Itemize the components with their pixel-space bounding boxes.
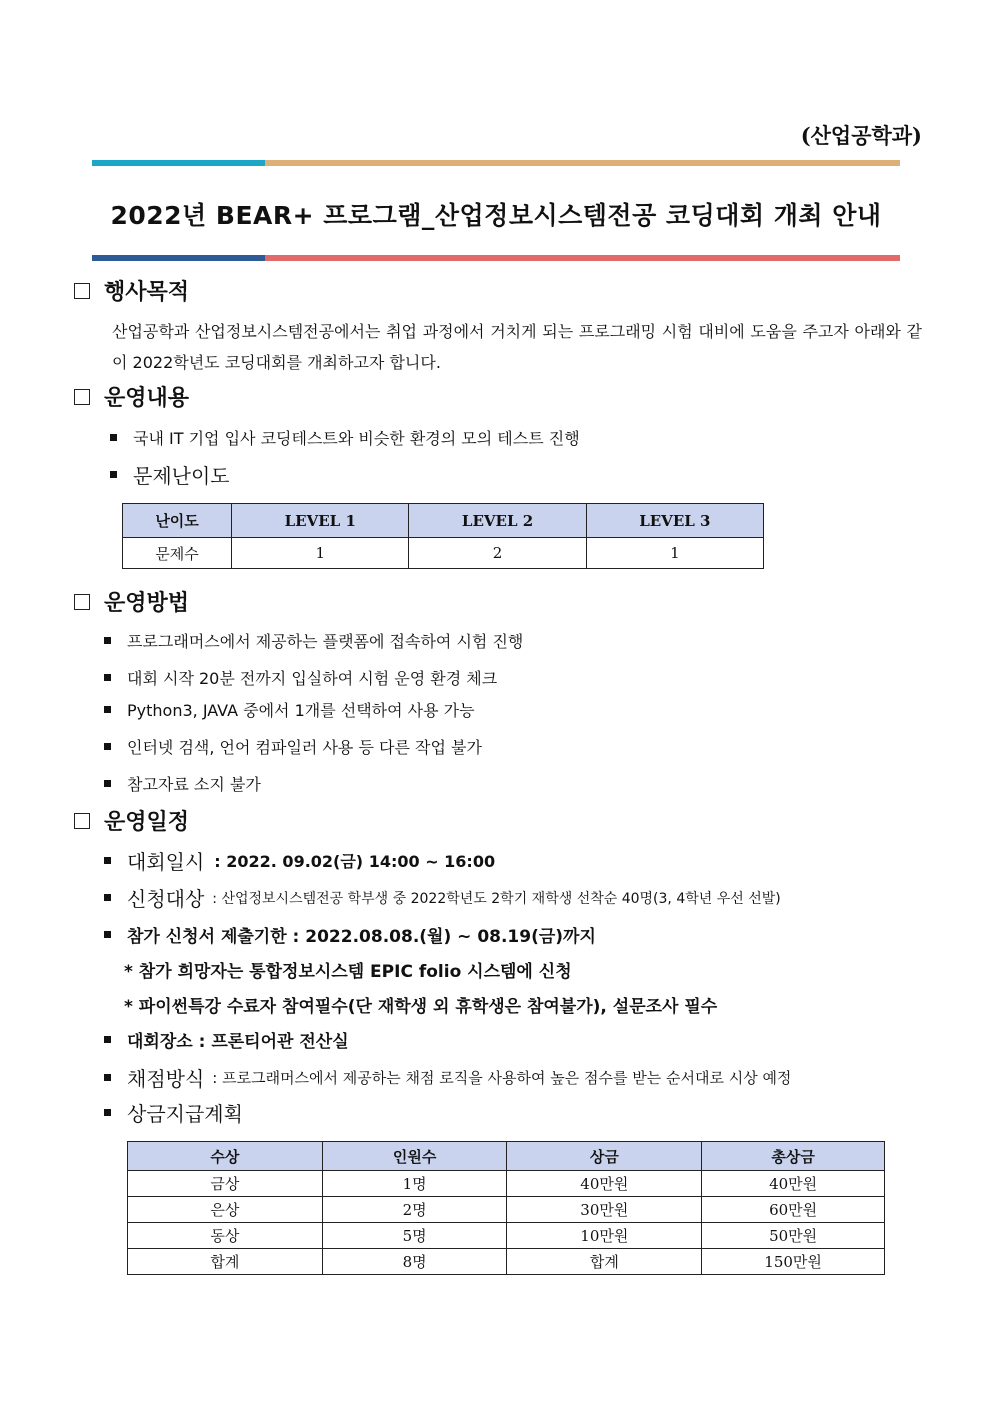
table-row [128, 1223, 885, 1249]
list-item [104, 922, 596, 947]
list-item [104, 666, 497, 689]
table-cell: 2 [409, 538, 586, 569]
list-item-text: 대회 시작 20분 전까지 입실하여 시험 운영 환경 체크 [127, 669, 498, 688]
checkbox-icon [74, 594, 90, 610]
table-header-cell: LEVEL 3 [586, 504, 763, 538]
table-cell: 8명 [322, 1249, 507, 1275]
table-header-cell: 인원수 [322, 1142, 507, 1171]
prize-table [127, 1141, 885, 1275]
department-label: (산업공학과) [800, 123, 922, 148]
top-divider [92, 160, 900, 166]
section-title: 행사목적 [104, 280, 190, 305]
purpose-paragraph: 산업공학과 산업정보시스템전공에서는 취업 과정에서 거치게 되는 프로그래밍 시험 대비에 도움을 주고자 아래와 같이 2022학년도 코딩대회를 개최하고자 합니다. [112, 322, 922, 372]
bullet-icon [104, 743, 111, 750]
list-item [104, 772, 261, 795]
list-item [104, 883, 781, 912]
list-item-text: 프로그래머스에서 제공하는 플랫폼에 접속하여 시험 진행 [127, 632, 524, 651]
checkbox-icon [74, 813, 90, 829]
table-header-cell: 수상 [128, 1142, 323, 1171]
table-cell: 50만원 [702, 1223, 885, 1249]
table-header-cell: LEVEL 1 [232, 504, 409, 538]
table-row [123, 538, 764, 569]
bullet-icon [110, 471, 117, 478]
note-text: * 파이썬특강 수료자 참여필수(단 재학생 외 휴학생은 참여불가), 설문조사 필수 [124, 997, 718, 1017]
note-text: * 참가 희망자는 통합정보시스템 EPIC folio 시스템에 신청 [124, 962, 572, 982]
prize-label: 상금지급계획 [127, 1102, 243, 1126]
section-title: 운영일정 [104, 810, 190, 835]
bullet-icon [104, 894, 111, 901]
teal-segment [92, 160, 265, 166]
bullet-icon [110, 434, 117, 441]
table-row [128, 1249, 885, 1275]
list-item [110, 426, 580, 449]
table-cell: 문제수 [123, 538, 232, 569]
datetime-value: : 2022. 09.02(금) 14:00 ~ 16:00 [214, 852, 496, 871]
grading-value: : 프로그래머스에서 제공하는 채점 로직을 사용하여 높은 점수를 받는 순서대로 시상 예정 [212, 1069, 792, 1087]
list-item [104, 629, 523, 652]
section-content-heading [74, 381, 189, 412]
bottom-divider [92, 255, 900, 261]
table-cell: 30만원 [507, 1197, 702, 1223]
checkbox-icon [74, 389, 90, 405]
bullet-icon [104, 1036, 111, 1043]
grading-label: 채점방식 [127, 1067, 205, 1091]
bullet-icon [104, 857, 111, 864]
section-title: 운영내용 [104, 386, 190, 411]
table-header-row [128, 1142, 885, 1171]
deadline-text: 참가 신청서 제출기한 : 2022.08.08.(월) ~ 08.19(금)까지 [127, 927, 596, 947]
target-value: : 산업정보시스템전공 학부생 중 2022학년도 2학기 재학생 선착순 40명(3, 4학년 우선 선발) [212, 890, 781, 907]
list-item [110, 460, 230, 489]
table-row [128, 1197, 885, 1223]
table-cell: 은상 [128, 1197, 323, 1223]
section-title: 운영방법 [104, 591, 190, 616]
bullet-icon [104, 674, 111, 681]
coral-segment [265, 255, 900, 261]
level-table [122, 503, 764, 569]
table-cell: 10만원 [507, 1223, 702, 1249]
page-title: 2022년 BEAR+ 프로그램_산업정보시스템전공 코딩대회 개최 안내 [110, 201, 882, 230]
table-cell: 60만원 [702, 1197, 885, 1223]
list-item [104, 1098, 243, 1127]
navy-segment [92, 255, 265, 261]
bullet-icon [104, 1074, 111, 1081]
list-item-text: 국내 IT 기업 입사 코딩테스트와 비슷한 환경의 모의 테스트 진행 [133, 429, 580, 448]
table-cell: 1 [586, 538, 763, 569]
venue-text: 대회장소 : 프론티어관 전산실 [127, 1032, 349, 1052]
table-header-cell: LEVEL 2 [409, 504, 586, 538]
table-header-cell: 총상금 [702, 1142, 885, 1171]
list-item [104, 698, 475, 721]
bullet-icon [104, 780, 111, 787]
bullet-icon [104, 1109, 111, 1116]
datetime-label: 대회일시 [127, 850, 205, 874]
table-cell: 150만원 [702, 1249, 885, 1275]
table-header-row [123, 504, 764, 538]
list-item-text: 인터넷 검색, 언어 컴파일러 사용 등 다른 작업 불가 [127, 738, 482, 757]
list-item [104, 735, 482, 758]
list-item [104, 846, 495, 875]
table-cell: 동상 [128, 1223, 323, 1249]
table-header-cell: 상금 [507, 1142, 702, 1171]
list-item [104, 1063, 791, 1092]
table-cell: 1명 [322, 1171, 507, 1197]
table-cell: 금상 [128, 1171, 323, 1197]
bullet-icon [104, 637, 111, 644]
tan-segment [265, 160, 900, 166]
list-item-text: Python3, JAVA 중에서 1개를 선택하여 사용 가능 [127, 701, 475, 720]
section-method-heading [74, 586, 189, 617]
table-row [128, 1171, 885, 1197]
table-cell: 합계 [128, 1249, 323, 1275]
bullet-icon [104, 931, 111, 938]
section-purpose-heading [74, 275, 189, 306]
table-cell: 합계 [507, 1249, 702, 1275]
table-cell: 40만원 [507, 1171, 702, 1197]
table-cell: 2명 [322, 1197, 507, 1223]
table-header-cell: 난이도 [123, 504, 232, 538]
bullet-icon [104, 706, 111, 713]
checkbox-icon [74, 283, 90, 299]
target-label: 신청대상 [127, 887, 205, 911]
list-item-text: 참고자료 소지 불가 [127, 775, 261, 794]
list-item-text: 문제난이도 [133, 464, 230, 488]
section-schedule-heading [74, 805, 189, 836]
table-cell: 40만원 [702, 1171, 885, 1197]
table-cell: 5명 [322, 1223, 507, 1249]
list-item [104, 1027, 349, 1052]
table-cell: 1 [232, 538, 409, 569]
